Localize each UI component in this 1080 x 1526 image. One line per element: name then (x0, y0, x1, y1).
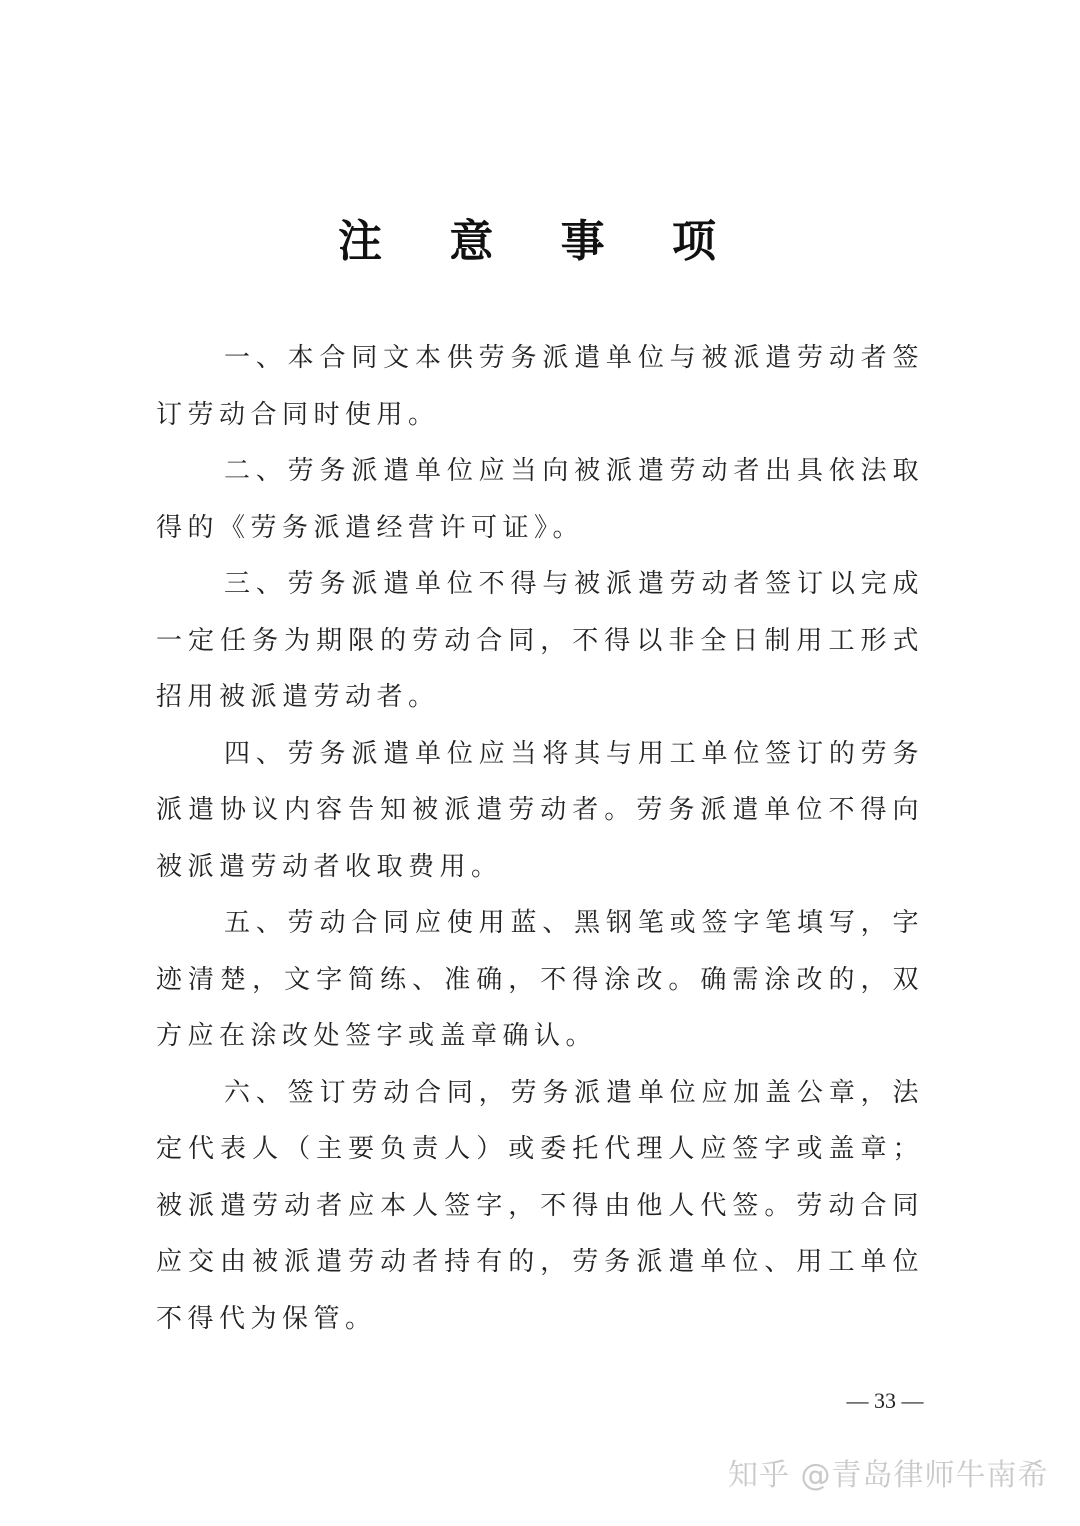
notice-item-3: 三、劳务派遣单位不得与被派遣劳动者签订以完成一定任务为期限的劳动合同，不得以非全日制用工形式招用被派遣劳动者。 (156, 569, 924, 712)
notice-item-5: 五、劳动合同应使用蓝、黑钢笔或签字笔填写，字迹清楚，文字简练、准确，不得涂改。确需涂改的，双方应在涂改处签字或盖章确认。 (156, 908, 924, 1051)
notice-item-4: 四、劳务派遣单位应当将其与用工单位签订的劳务派遣协议内容告知被派遣劳动者。劳务派遣单位不得向被派遣劳动者收取费用。 (156, 738, 924, 882)
page-title: 注 意 事 项 (338, 216, 742, 267)
notice-item-2: 二、劳务派遣单位应当向被派遣劳动者出具依法取得的《劳务派遣经营许可证》。 (156, 456, 924, 543)
page-number: — 33 — (846, 1388, 924, 1413)
notice-item-6: 六、签订劳动合同，劳务派遣单位应加盖公章，法定代表人（主要负责人）或委托代理人应签字或盖章；被派遣劳动者应本人签字，不得由他人代签。劳动合同应交由被派遣劳动者持有的，劳务派遣单位、用工单位不得代为保管。 (156, 1077, 924, 1334)
notice-item-1: 一、本合同文本供劳务派遣单位与被派遣劳动者签订劳动合同时使用。 (156, 343, 924, 430)
zhihu-watermark: 知乎 @青岛律师牛南希 (728, 1458, 1049, 1493)
notice-body (156, 330, 924, 1347)
